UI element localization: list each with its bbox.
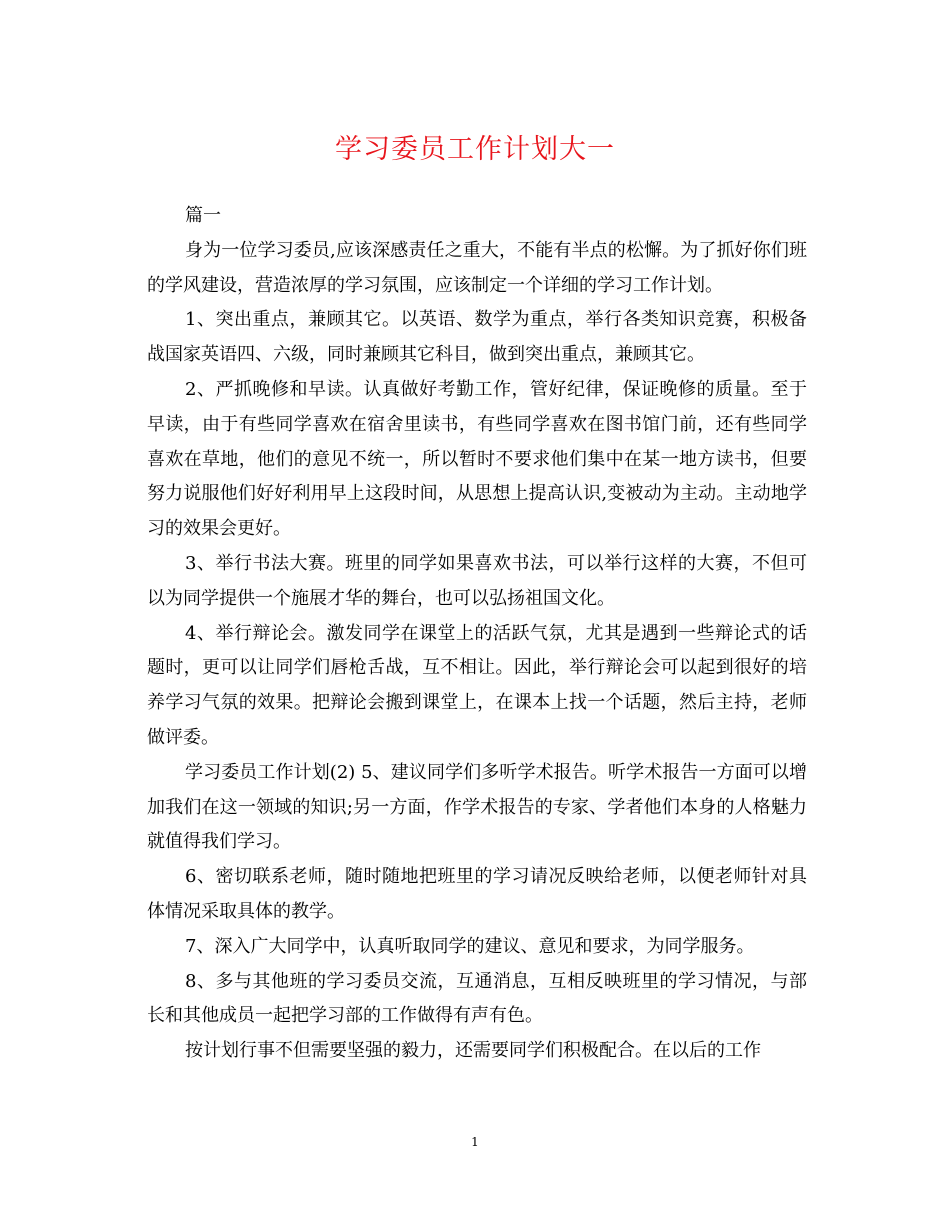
paragraph-item-4: 4、举行辩论会。激发同学在课堂上的活跃气氛，尤其是遇到一些辩论式的话题时，更可以让同学们唇枪舌战，互不相让。因此，举行辩论会可以起到很好的培养学习气氛的效果。把辩论会搬到课堂上，在课本上找一个话题，然后主持，老师做评委。	[147, 622, 807, 748]
section-heading: 篇一	[185, 205, 221, 226]
paragraph-intro: 身为一位学习委员,应该深感责任之重大，不能有半点的松懈。为了抓好你们班的学风建设，营造浓厚的学习氛围，应该制定一个详细的学习工作计划。	[147, 239, 807, 296]
page-number: 1	[471, 1135, 479, 1149]
paragraph-item-5: 学习委员工作计划(2) 5、建议同学们多听学术报告。听学术报告一方面可以增加我们在这一领域的知识;另一方面，作学术报告的专家、学者他们本身的人格魅力就值得我们学习。	[147, 761, 807, 853]
document-title: 学习委员工作计划大一	[335, 134, 615, 165]
paragraph-item-2: 2、严抓晚修和早读。认真做好考勤工作，管好纪律，保证晚修的质量。至于早读，由于有些同学喜欢在宿舍里读书，有些同学喜欢在图书馆门前，还有些同学喜欢在草地，他们的意见不统一，所以暂时不要求他们集中在某一地方读书，但要努力说服他们好好利用早上这段时间，从思想上提高认识,变被动为主动。主动地学习的效果会更好。	[147, 378, 807, 540]
paragraph-item-6: 6、密切联系老师，随时随地把班里的学习请况反映给老师，以便老师针对具体情况采取具体的教学。	[147, 866, 807, 922]
paragraph-closing: 按计划行事不但需要坚强的毅力，还需要同学们积极配合。在以后的工作	[185, 1040, 761, 1062]
paragraph-item-3: 3、举行书法大赛。班里的同学如果喜欢书法，可以举行这样的大赛，不但可以为同学提供一个施展才华的舞台，也可以弘扬祖国文化。	[147, 552, 807, 609]
paragraph-item-7: 7、深入广大同学中，认真听取同学的建议、意见和要求，为同学服务。	[185, 935, 755, 957]
document-body	[147, 199, 807, 1069]
paragraph-item-1: 1、突出重点，兼顾其它。以英语、数学为重点，举行各类知识竞赛，积极备战国家英语四、六级，同时兼顾其它科目，做到突出重点，兼顾其它。	[147, 309, 807, 366]
paragraph-item-8: 8、多与其他班的学习委员交流，互通消息，互相反映班里的学习情况，与部长和其他成员一起把学习部的工作做得有声有色。	[147, 970, 807, 1027]
